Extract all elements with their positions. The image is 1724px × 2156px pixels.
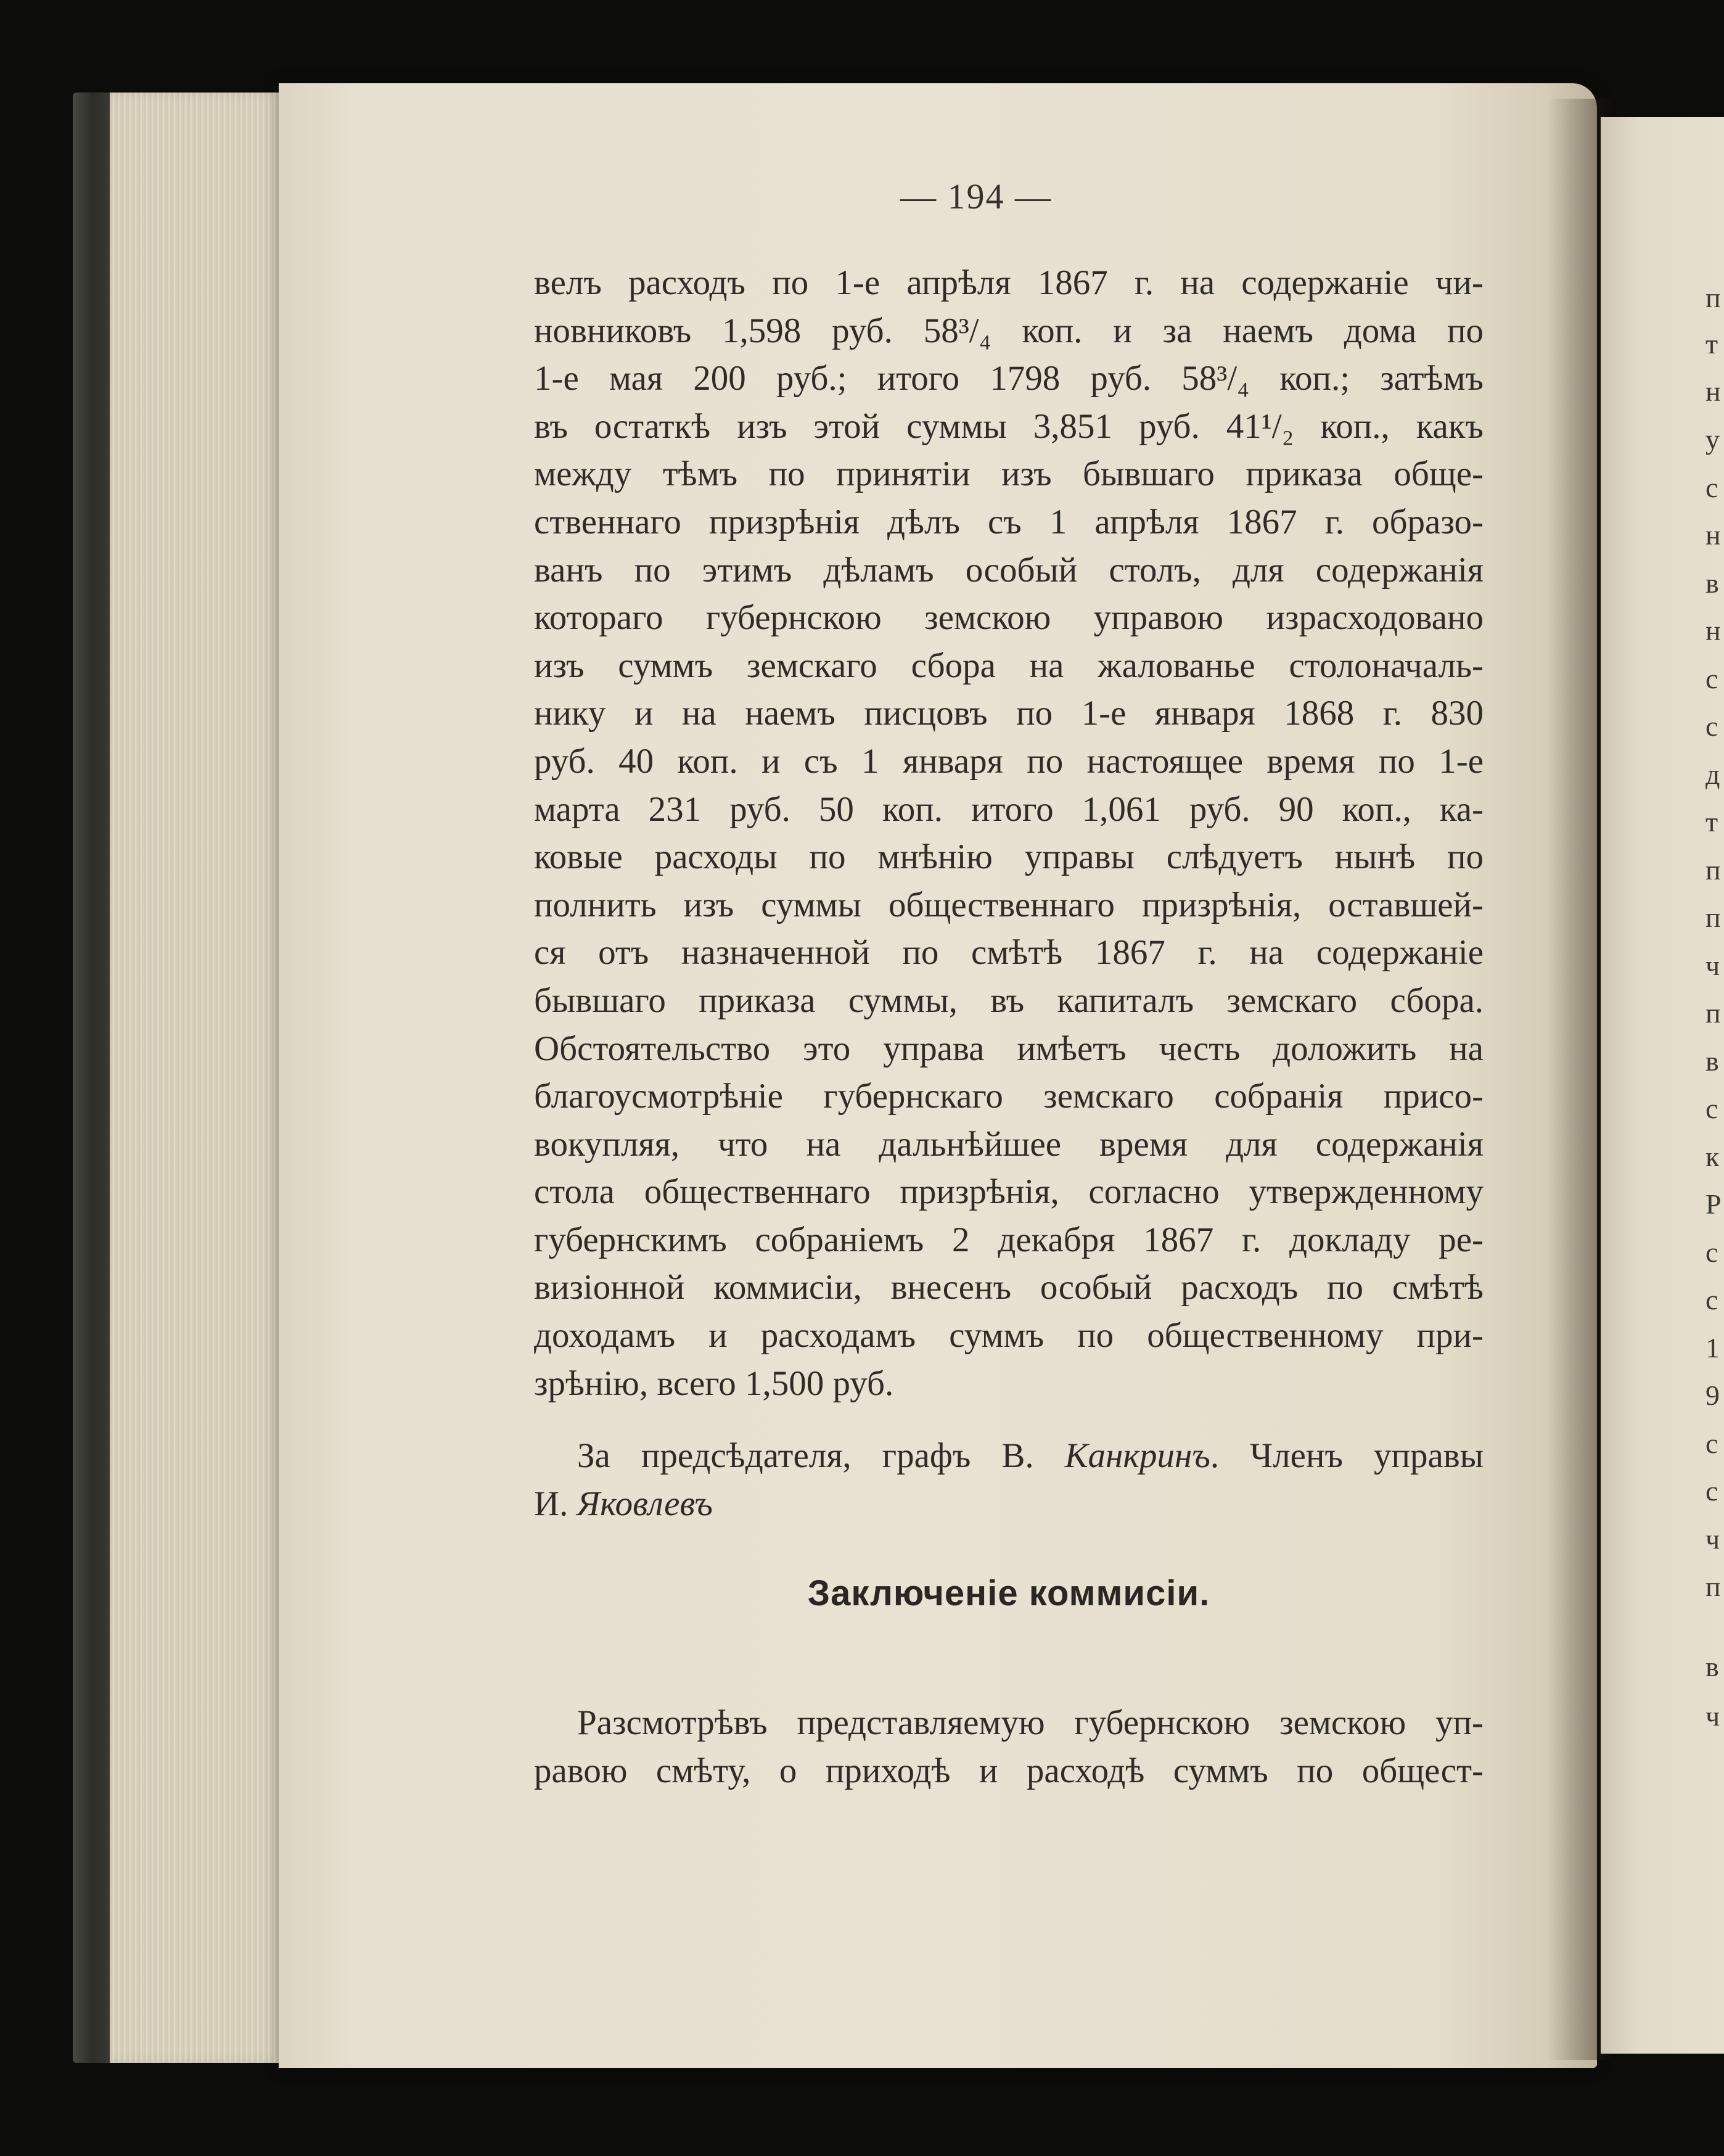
facing-page-letter: 9 — [1706, 1380, 1720, 1411]
text-line: велъ расходъ по 1-е апрѣля 1867 г. на содержаніе чи- — [534, 263, 1484, 302]
text-line: Обстоятельство это управа имѣетъ честь доложить на — [534, 1029, 1484, 1068]
facing-page-letter: к — [1706, 1141, 1720, 1172]
signature-chairman-prefix: За предсѣдателя, графъ В. — [577, 1436, 1065, 1476]
page-edges — [110, 93, 289, 2063]
facing-page-letter: ч — [1706, 950, 1720, 981]
text-line: полнить изъ суммы общественнаго призрѣнія, оставшей- — [534, 885, 1484, 924]
facing-page-letter: п — [1706, 902, 1721, 933]
signature-member-name: Яковлевъ — [577, 1484, 713, 1523]
text-line: ковые расходы по мнѣнію управы слѣдуетъ нынѣ по — [534, 837, 1484, 877]
text-line: визіонной коммисіи, внесенъ особый расходъ по смѣтѣ — [534, 1268, 1484, 1307]
signature-line-1 — [534, 1432, 1484, 1480]
text-line: руб. 40 коп. и съ 1 января по настоящее время по 1-е — [534, 741, 1484, 781]
page-number: — 194 — — [900, 176, 1052, 216]
text-line: доходамъ и расходамъ суммъ по общественному при- — [534, 1316, 1484, 1356]
signature-line-2 — [534, 1480, 1484, 1528]
text-line: 1-е мая 200 руб.; итого 1798 руб. 58³/₄ коп.; затѣмъ — [534, 359, 1484, 398]
section-heading: Заключеніе коммисіи. — [807, 1573, 1210, 1613]
facing-page-letter: с — [1706, 710, 1718, 742]
facing-page-letter: н — [1706, 376, 1721, 407]
facing-page-letter: с — [1706, 1093, 1718, 1124]
text-line: изъ суммъ земскаго сбора на жалованье столоначаль- — [534, 646, 1484, 685]
facing-page-letter: 1 — [1706, 1332, 1720, 1364]
facing-page-letter: ч — [1706, 1700, 1720, 1732]
text-line: благоусмотрѣніе губернскаго земскаго собранія присо- — [534, 1077, 1484, 1116]
text-line: вокупляя, что на дальнѣйшее время для содержанія — [534, 1124, 1484, 1164]
text-line: въ остаткѣ изъ этой суммы 3,851 руб. 41¹/₂ коп., какъ — [534, 406, 1484, 446]
facing-page — [1601, 117, 1724, 2054]
facing-page-letter: с — [1706, 1284, 1718, 1315]
signature-member-label: . Членъ управы — [1210, 1436, 1484, 1476]
facing-page-letter: с — [1706, 1428, 1718, 1459]
facing-page-letter: с — [1706, 663, 1718, 694]
text-line: ственнаго призрѣнія дѣлъ съ 1 апрѣля 1867 г. образо- — [534, 502, 1484, 541]
facing-page-letter: в — [1706, 1045, 1719, 1077]
text-line: стола общественнаго призрѣнія, согласно утвержденному — [534, 1172, 1484, 1212]
text-line: ся отъ назначенной по смѣтѣ 1867 г. на содержаніе — [534, 933, 1484, 973]
body-text — [534, 259, 1484, 1528]
text-line: марта 231 руб. 50 коп. итого 1,061 руб. 90 коп., ка- — [534, 789, 1484, 829]
facing-page-letter: т — [1706, 806, 1718, 837]
facing-page-letter: п — [1706, 997, 1721, 1029]
signature-block — [534, 1432, 1484, 1528]
facing-page-letter: н — [1706, 615, 1721, 646]
facing-page-letter: с — [1706, 472, 1718, 503]
conclusion-text — [534, 1699, 1484, 1795]
signature-member-initial: И. — [534, 1484, 577, 1523]
text-line: ванъ по этимъ дѣламъ особый столъ, для содержанія — [534, 550, 1484, 590]
signature-chairman-name: Канкринъ — [1064, 1436, 1210, 1476]
text-line: губернскимъ собраніемъ 2 декабря 1867 г. докладу ре- — [534, 1220, 1484, 1259]
text-line: котораго губернскою земскою управою израсходовано — [534, 598, 1484, 638]
facing-page-letter: в — [1706, 1651, 1719, 1682]
facing-page-letter: Р — [1706, 1188, 1722, 1220]
text-line: между тѣмъ по принятіи изъ бывшаго приказа обще- — [534, 455, 1484, 494]
text-line: нику и на наемъ писцовъ по 1-е января 1868 г. 830 — [534, 694, 1484, 733]
facing-page-letter: в — [1706, 567, 1719, 599]
text-line: бывшаго приказа суммы, въ капиталъ земскаго сбора. — [534, 981, 1484, 1020]
facing-page-letter: у — [1706, 424, 1720, 455]
facing-page-letter: п — [1706, 282, 1721, 313]
facing-page-letter: п — [1706, 854, 1721, 886]
facing-page-letter: ч — [1706, 1523, 1720, 1555]
text-line: новниковъ 1,598 руб. 58³/₄ коп. и за наемъ дома по — [534, 311, 1484, 350]
text-line: зрѣнію, всего 1,500 руб. — [534, 1364, 894, 1403]
facing-page-letter: с — [1706, 1236, 1718, 1268]
text-line: Разсмотрѣвъ представляемую губернскою земскою уп- — [577, 1703, 1484, 1742]
facing-page-letter: с — [1706, 1475, 1718, 1507]
paragraph-gap — [534, 1407, 1484, 1432]
text-line: равою смѣту, о приходѣ и расходѣ суммъ по общест- — [534, 1751, 1484, 1790]
facing-page-letter: д — [1706, 759, 1720, 790]
facing-page-letter: н — [1706, 519, 1721, 551]
facing-page-letter: т — [1706, 328, 1718, 360]
facing-page-letter: п — [1706, 1571, 1721, 1602]
